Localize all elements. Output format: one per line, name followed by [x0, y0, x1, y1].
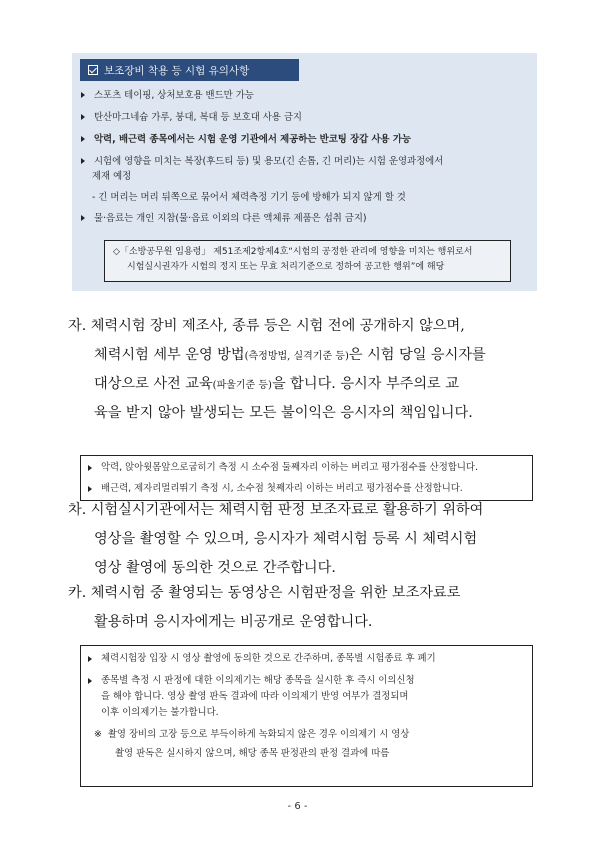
reference-note: ※ 촬영 장비의 고장 등으로 부득이하게 녹화되지 않은 경우 이의제기 시 영상	[87, 725, 532, 744]
video-rule-continuation: 이후 이의제기는 불가합니다.	[101, 707, 219, 718]
scoring-rule-box	[80, 455, 533, 501]
triangle-bullet-icon	[81, 215, 85, 221]
video-rule-continuation: 을 해야 합니다. 영상 촬영 판독 결과에 따라 이의제기 반영 여부가 결정되며	[101, 691, 409, 702]
notice-item: 물·음료는 개인 지참(물·음료 이외의 다른 액체류 제품은 섭취 금지)	[80, 211, 528, 226]
page-number: - 6 -	[287, 801, 308, 812]
notice-item: 스포츠 테이핑, 상처보호용 밴드만 가능	[80, 88, 528, 103]
notice-subitem: - 긴 머리는 머리 뒤쪽으로 묶어서 체력측정 기기 등에 방해가 되지 않게 할 것	[92, 192, 406, 203]
reference-mark-icon: ※	[94, 729, 102, 740]
scoring-rule-item: 악력, 앉아윗몸앞으로굽히기 측정 시 소수점 둘째자리 이하는 버리고 평가점수를 산정합니다.	[87, 460, 532, 476]
paragraph-ja: 자. 체력시험 장비 제조사, 종류 등은 시험 전에 공개하지 않으며, 체력시험 세부 운영 방법(측정방법, 실격기준 등)은 시험 당일 응시자를 대상으로 사전 교육(파울기준 등)을 합니다. 응시자 부주의로 교 육을 받지 않아 발생되는 모든 불이익은 응시자의 책임입니다.	[68, 318, 486, 421]
notice-item-emphasis: 악력, 배근력 종목에서는 시험 운영 기관에서 제공하는 반코팅 장갑 사용 가능	[80, 132, 528, 147]
triangle-bullet-icon	[88, 486, 92, 492]
notice-item: 탄산마그네슘 가루, 붕대, 복대 등 보호대 사용 금지	[80, 110, 528, 125]
checkbox-icon	[88, 65, 98, 75]
legal-reference-line: ◇「소방공무원 임용령」 제51조제2항제4호“시험의 공정한 관리에 영향을 미치는 행위로서	[113, 247, 473, 257]
legal-reference-line: 시험실시권자가 시험의 정지 또는 무효 처리기준으로 정하여 공고한 행위”에 해당	[127, 262, 445, 272]
paragraph-ka: 카. 체력시험 중 촬영되는 동영상은 시험판정을 위한 보조자료로 활용하며 응시자에게는 비공개로 운영합니다.	[68, 585, 461, 630]
video-recording-box	[80, 645, 533, 787]
exam-notice-box	[72, 53, 537, 291]
video-rule-item: 종목별 측정 시 판정에 대한 이의제기는 해당 종목을 실시한 후 즉시 이의신청	[87, 673, 532, 689]
triangle-bullet-icon	[81, 136, 85, 142]
triangle-bullet-icon	[81, 158, 85, 164]
triangle-bullet-icon	[88, 465, 92, 471]
scoring-rule-item: 배근력, 제자리멀리뛰기 측정 시, 소수점 첫째자리 이하는 버리고 평가점수를 산정합니다.	[87, 481, 532, 497]
notice-item-continuation: 제재 예정	[92, 171, 132, 182]
notice-item: 시험에 영향을 미치는 복장(후드티 등) 및 용모(긴 손톱, 긴 머리)는 시험 운영과정에서	[80, 154, 528, 169]
notice-header	[80, 59, 299, 81]
paragraph-cha: 차. 시험실시기관에서는 체력시험 판정 보조자료로 활용하기 위하여 영상을 촬영할 수 있으며, 응시자가 체력시험 등록 시 체력시험 영상 촬영에 동의한 것으로 간주합니다.	[68, 502, 484, 576]
legal-reference-box	[104, 240, 511, 282]
notice-header-title: 보조장비 착용 등 시험 유의사항	[104, 64, 250, 77]
triangle-bullet-icon	[81, 114, 85, 120]
triangle-bullet-icon	[88, 656, 92, 662]
reference-note-continuation: 촬영 판독은 실시하지 않으며, 해당 종목 판정관의 판정 결과에 따름	[115, 748, 390, 759]
triangle-bullet-icon	[81, 92, 85, 98]
triangle-bullet-icon	[88, 678, 92, 684]
video-rule-item: 체력시험장 입장 시 영상 촬영에 동의한 것으로 간주하며, 종목별 시험종료 후 폐기	[87, 651, 532, 667]
